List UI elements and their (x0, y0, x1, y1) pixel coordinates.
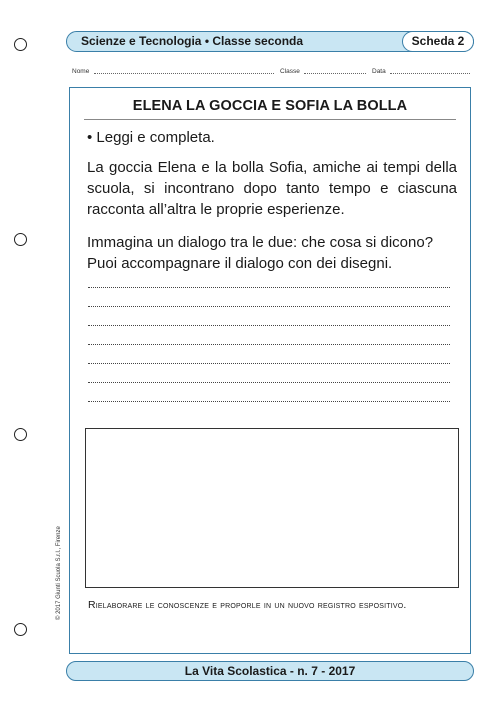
footer-bar: La Vita Scolastica - n. 7 - 2017 (66, 661, 474, 681)
writing-line[interactable] (88, 401, 450, 402)
objective-note: Rielaborare le conoscenze e proporle in un nuovo registro espositivo. (88, 599, 407, 611)
writing-line[interactable] (88, 344, 450, 345)
name-label: Nome (72, 68, 90, 75)
task-paragraph (87, 232, 457, 274)
name-field[interactable] (94, 73, 274, 74)
worksheet-frame (69, 87, 471, 654)
drawing-box[interactable] (85, 428, 459, 588)
writing-line[interactable] (88, 287, 450, 288)
instruction: • Leggi e completa. (87, 129, 215, 146)
story-paragraph: La goccia Elena e la bolla Sofia, amiche ai tempi della scuola, si incontrano dopo tanto tempo e ciascuna racconta all’altra le proprie esperienze. (87, 159, 457, 218)
binder-hole (14, 428, 27, 441)
class-label: Classe (280, 68, 300, 75)
date-label: Data (372, 68, 386, 75)
writing-line[interactable] (88, 382, 450, 383)
worksheet-title: ELENA LA GOCCIA E SOFIA LA BOLLA (132, 98, 408, 114)
student-info-line (72, 66, 472, 80)
header-bar (66, 31, 474, 52)
copyright-notice: © 2017 Giunti Scuola S.r.l., Firenze (56, 526, 62, 620)
binder-hole (14, 233, 27, 246)
task-line-1: Immagina un dialogo tra le due: che cosa si dicono? (87, 234, 434, 251)
writing-line[interactable] (88, 325, 450, 326)
title-divider (84, 119, 456, 120)
date-field[interactable] (390, 73, 470, 74)
writing-line[interactable] (88, 363, 450, 364)
binder-hole (14, 38, 27, 51)
writing-line[interactable] (88, 306, 450, 307)
subject-label: Scienze e Tecnologia • Classe seconda (81, 34, 304, 48)
task-line-2: Puoi accompagnare il dialogo con dei disegni. (87, 255, 393, 272)
class-field[interactable] (304, 73, 366, 74)
sheet-badge: Scheda 2 (402, 31, 474, 52)
binder-hole (14, 623, 27, 636)
